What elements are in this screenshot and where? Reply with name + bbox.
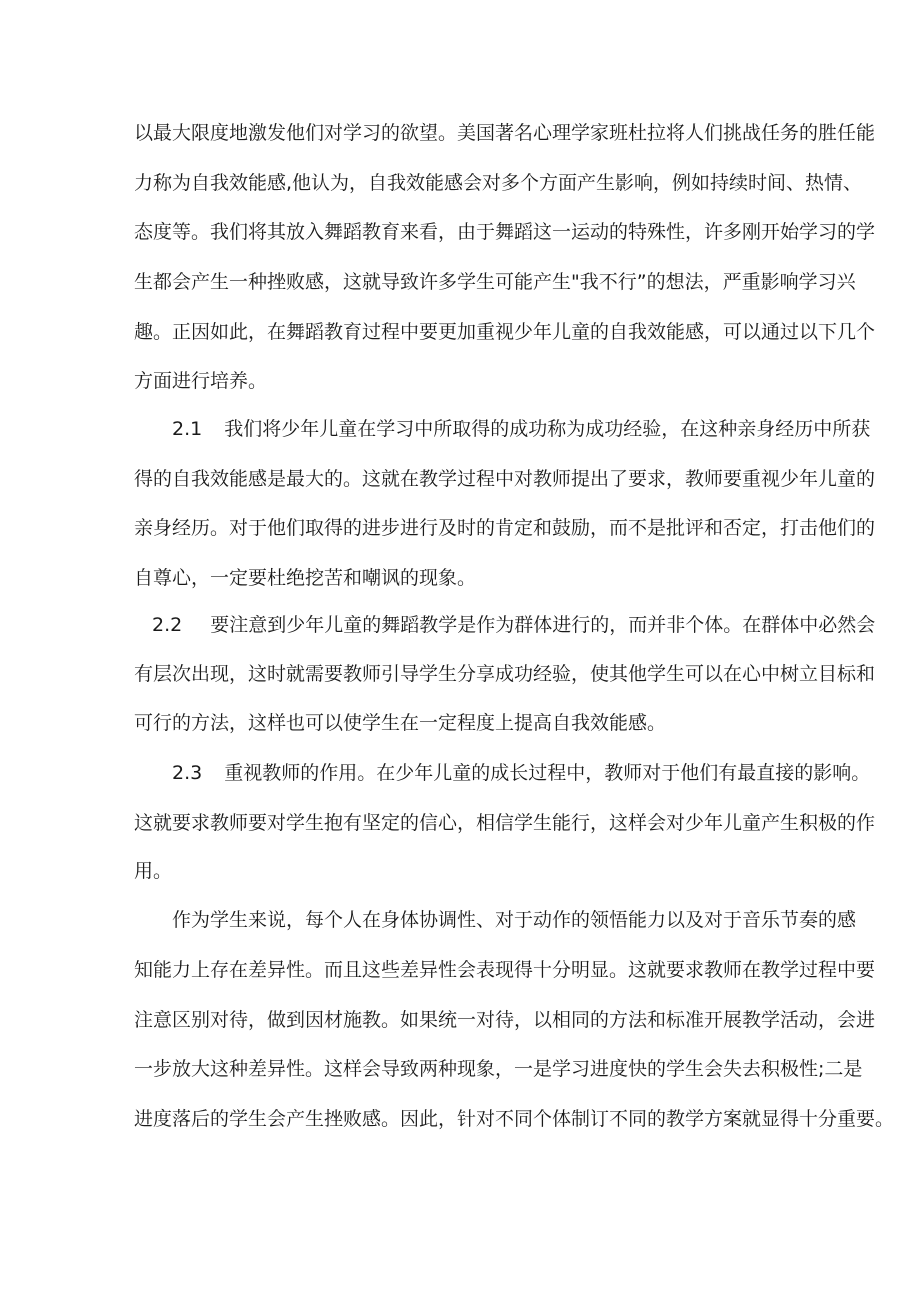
text-line: 知能力上存在差异性。而且这些差异性会表现得十分明显。这就要求教师在教学过程中要 (134, 959, 876, 981)
text-line: 生都会产生一种挫败感，这就导致许多学生可能产生"我不行”的想法，严重影响学习兴 (134, 271, 856, 293)
text-line (152, 612, 876, 638)
section-first-line: 重视教师的作用。在少年儿童的成长过程中，教师对于他们有最直接的影响。 (224, 762, 871, 784)
section-first-line: 要注意到少年儿童的舞蹈教学是作为群体进行的，而并非个体。在群体中必然会 (210, 614, 876, 636)
section-number: 2.2 (152, 614, 183, 636)
text-line: 可行的方法，这样也可以使学生在一定程度上提高自我效能感。 (134, 712, 667, 734)
text-line: 进度落后的学生会产生挫败感。因此，针对不同个体制订不同的教学方案就显得十分重要。 (134, 1108, 895, 1130)
text-line: 力称为自我效能感,他认为，自我效能感会对多个方面产生影响，例如持续时间、热情、 (134, 172, 863, 194)
text-line: 作为学生来说，每个人在身体协调性、对于动作的领悟能力以及对于音乐节奏的感 (172, 909, 857, 931)
text-line: 用。 (134, 860, 173, 882)
text-line: 一步放大这种差异性。这样会导致两种现象，一是学习进度快的学生会失去积极性;二是 (134, 1058, 863, 1080)
text-line: 有层次出现，这时就需要教师引导学生分享成功经验，使其他学生可以在心中树立目标和 (134, 663, 876, 685)
text-line: 态度等。我们将其放入舞蹈教育来看，由于舞蹈这一运动的特殊性，许多刚开始学习的学 (134, 221, 876, 243)
text-line (172, 416, 871, 442)
text-line: 这就要求教师要对学生抱有坚定的信心，相信学生能行，这样会对少年儿童产生积极的作 (134, 812, 876, 834)
text-line: 方面进行培养。 (134, 370, 268, 392)
text-line: 自尊心，一定要杜绝挖苦和嘲讽的现象。 (134, 567, 477, 589)
section-number: 2.3 (172, 762, 203, 784)
text-line: 注意区别对待，做到因材施教。如果统一对待，以相同的方法和标准开展教学活动，会进 (134, 1009, 876, 1031)
text-line: 亲身经历。对于他们取得的进步进行及时的肯定和鼓励，而不是批评和否定，打击他们的 (134, 517, 876, 539)
text-line: 趣。正因如此，在舞蹈教育过程中要更加重视少年儿童的自我效能感，可以通过以下几个 (134, 321, 876, 343)
text-line: 得的自我效能感是最大的。这就在教学过程中对教师提出了要求，教师要重视少年儿童的 (134, 468, 876, 490)
text-line (172, 760, 871, 786)
section-first-line: 我们将少年儿童在学习中所取得的成功称为成功经验，在这种亲身经历中所获 (224, 418, 871, 440)
text-line: 以最大限度地激发他们对学习的欲望。美国著名心理学家班杜拉将人们挑战任务的胜任能 (134, 122, 876, 144)
section-number: 2.1 (172, 418, 203, 440)
